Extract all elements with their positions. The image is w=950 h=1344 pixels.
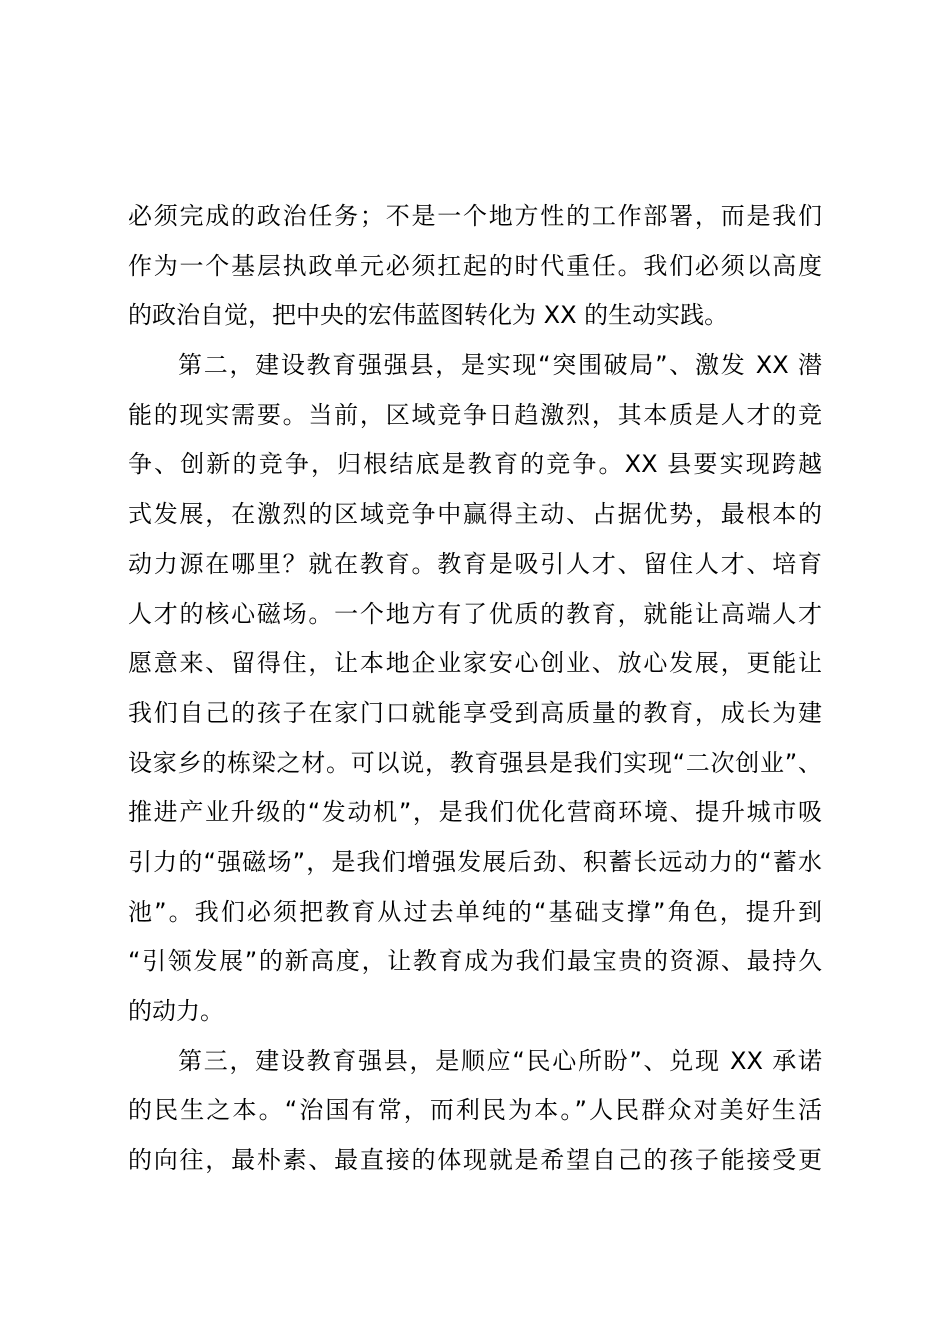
text-line: 的民生之本。“治国有常，而利民为本。”人民群众对美好生活 — [128, 1096, 822, 1125]
text-line: 式发展，在激烈的区域竞争中赢得主动、占据优势，最根本的 — [128, 500, 822, 529]
document-page — [128, 194, 822, 1188]
paragraph-3 — [128, 1039, 822, 1188]
text-line: 引力的“强磁场”，是我们增强发展后劲、积蓄长远动力的“蓄水 — [128, 847, 822, 876]
text-line: 的政治自觉，把中央的宏伟蓝图转化为 XX 的生动实践。 — [128, 301, 729, 330]
text-line: “引领发展”的新高度，让教育成为我们最宝贵的资源、最持久 — [128, 947, 822, 976]
text-line: 能的现实需要。当前，区域竞争日趋激烈，其本质是人才的竞 — [128, 400, 822, 429]
text-line: 设家乡的栋梁之材。可以说，教育强县是我们实现“二次创业”、 — [128, 748, 822, 777]
text-line: 动力源在哪里？就在教育。教育是吸引人才、留住人才、培育 — [128, 549, 822, 578]
text-line: 的动力。 — [128, 997, 224, 1025]
text-line: 必须完成的政治任务；不是一个地方性的工作部署，而是我们 — [128, 202, 822, 230]
text-line: 池”。我们必须把教育从过去单纯的“基础支撑”角色，提升到 — [128, 897, 822, 926]
text-line: 的向往，最朴素、最直接的体现就是希望自己的孩子能接受更 — [128, 1146, 822, 1175]
text-line: 第三，建设教育强县，是顺应“民心所盼”、兑现 XX 承诺 — [178, 1046, 822, 1075]
text-line: 作为一个基层执政单元必须扛起的时代重任。我们必须以高度 — [128, 251, 822, 280]
text-line: 第二，建设教育强强县，是实现“突围破局”、激发 XX 潜 — [178, 351, 822, 380]
text-line: 推进产业升级的“发动机”，是我们优化营商环境、提升城市吸 — [128, 798, 822, 827]
paragraph-1 — [128, 194, 822, 343]
text-line: 人才的核心磁场。一个地方有了优质的教育，就能让高端人才 — [128, 599, 822, 628]
paragraph-2 — [128, 343, 822, 1039]
text-line: 愿意来、留得住，让本地企业家安心创业、放心发展，更能让 — [128, 649, 822, 678]
text-line: 争、创新的竞争，归根结底是教育的竞争。XX 县要实现跨越 — [128, 450, 822, 479]
text-line: 我们自己的孩子在家门口就能享受到高质量的教育，成长为建 — [128, 698, 822, 727]
